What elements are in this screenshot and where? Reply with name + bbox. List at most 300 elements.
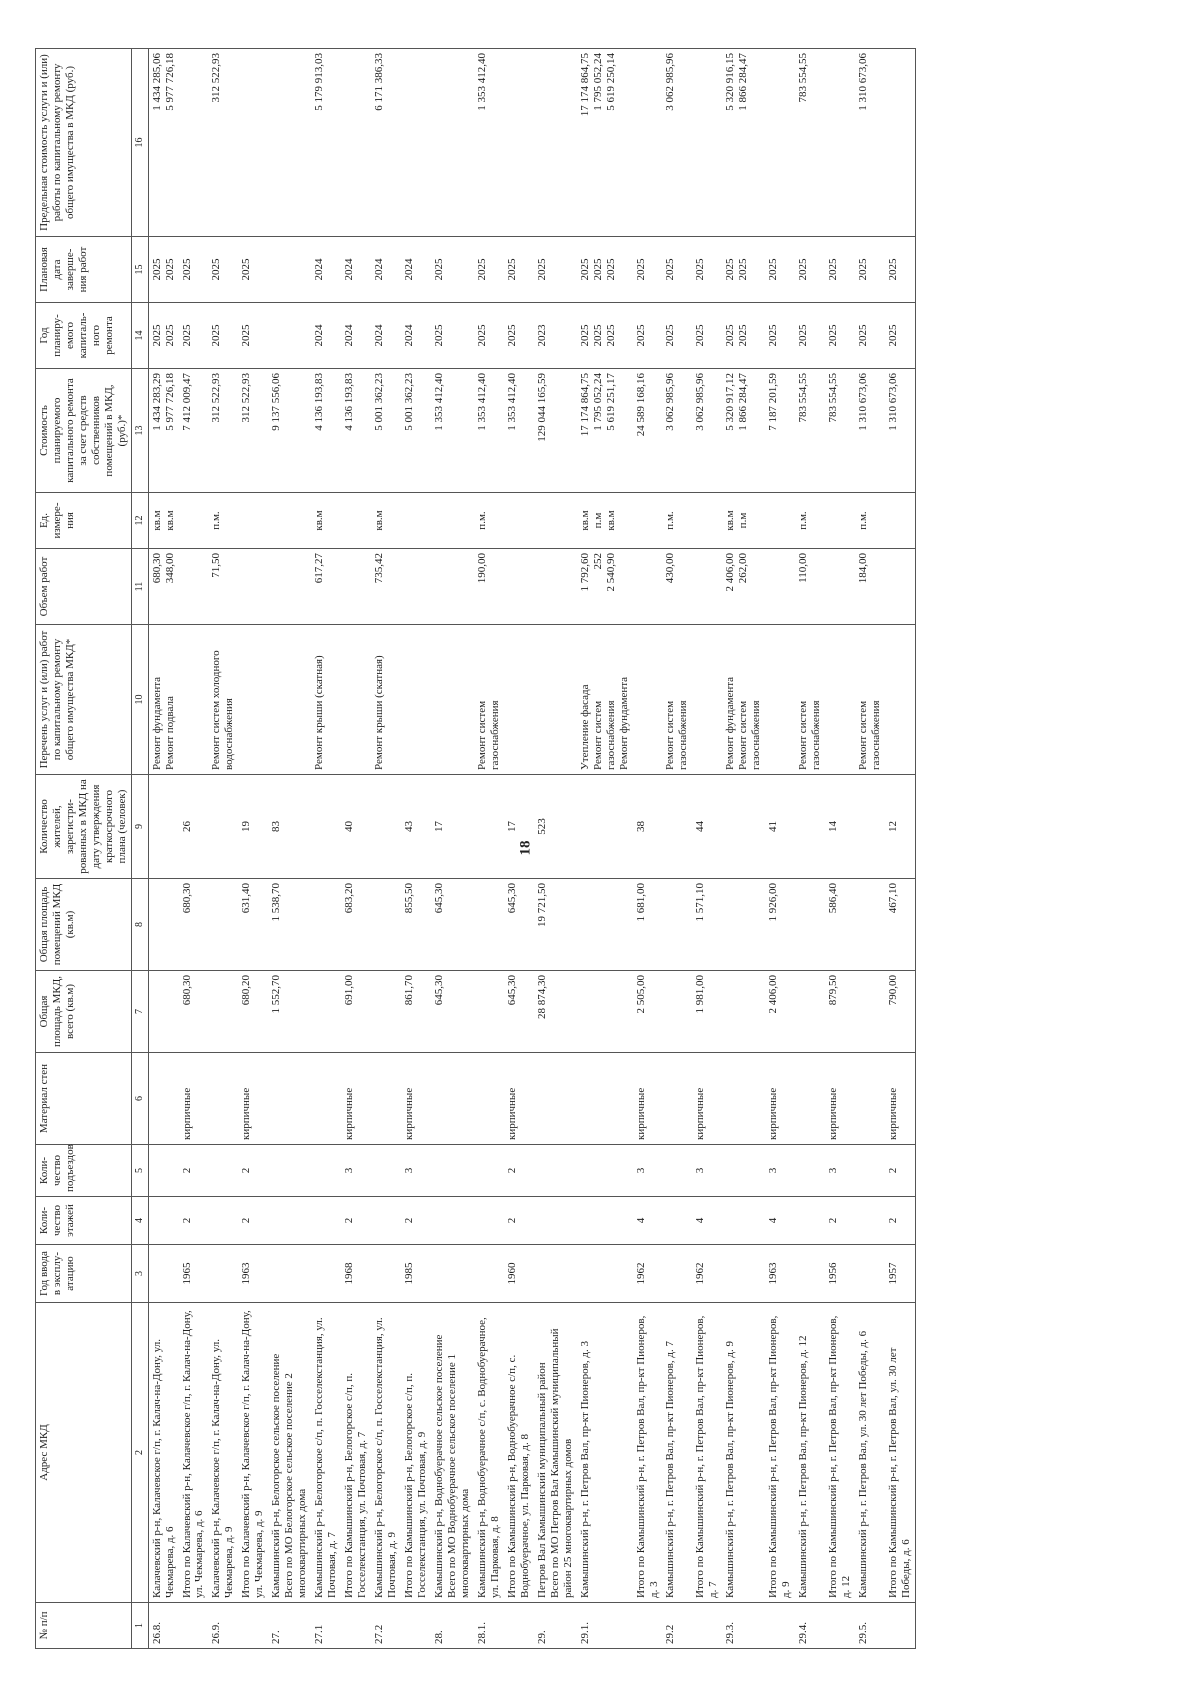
table-cell — [179, 624, 209, 774]
table-cell: п.м. — [855, 492, 885, 548]
table-cell: 2025 — [885, 236, 915, 302]
table-cell: Калачевский р-н, Калачевское г/п, г. Калач-на-Дону, ул. Чекмарева, д. 9 — [208, 1302, 238, 1602]
table-cell: 4 — [633, 1196, 663, 1244]
table-cell: 855,50 — [401, 878, 431, 970]
table-cell: 2024 — [401, 236, 431, 302]
table-cell: 645,30 — [504, 970, 534, 1052]
table-cell — [238, 1602, 268, 1648]
table-cell: 680,30 348,00 — [148, 548, 178, 624]
table-cell: 1 926,00 — [765, 878, 795, 970]
table-cell: п.м. — [208, 492, 238, 548]
table-cell: 2025 — [238, 236, 268, 302]
table-cell — [268, 236, 311, 302]
table-cell: 27.1 — [311, 1602, 341, 1648]
table-cell — [208, 1144, 238, 1196]
table-cell — [825, 624, 855, 774]
column-header: № п/п — [36, 1602, 132, 1648]
table-cell — [311, 1196, 341, 1244]
table-cell: 645,30 — [431, 970, 474, 1052]
table-cell: 1956 — [825, 1244, 855, 1302]
table-cell: 110,00 — [795, 548, 825, 624]
table-cell — [148, 970, 178, 1052]
table-cell: 28.1. — [474, 1602, 504, 1648]
table-cell — [148, 878, 178, 970]
table-row — [341, 48, 371, 1648]
table-cell: Камышинский р-н, г. Петров Вал, пр-кт Пионеров, д. 12 — [795, 1302, 825, 1602]
table-cell: 2025 — [633, 236, 663, 302]
table-cell: Итого по Камышинский р-н, Белогорское с/п, п. Госселекстанция, ул. Почтовая, д. 9 — [401, 1302, 431, 1602]
table-cell: 2025 — [208, 302, 238, 368]
table-cell: 2025 2025 — [722, 236, 765, 302]
column-header: Год ввода в эксплу-атацию — [36, 1244, 132, 1302]
table-cell — [577, 878, 633, 970]
column-number: 5 — [131, 1144, 148, 1196]
table-cell: 38 — [633, 774, 663, 878]
table-cell: Камышинский р-н, г. Петров Вал, пр-кт Пионеров, д. 9 — [722, 1302, 765, 1602]
column-header: Объем работ — [36, 548, 132, 624]
table-cell: 1 310 673,06 — [885, 368, 915, 492]
table-cell: Утепление фасада Ремонт систем газоснабжения Ремонт фундамента — [577, 624, 633, 774]
table-cell: 680,30 — [179, 878, 209, 970]
table-cell: 2024 — [341, 302, 371, 368]
table-cell: 2025 — [431, 302, 474, 368]
table-cell — [765, 492, 795, 548]
table-cell: 691,00 — [341, 970, 371, 1052]
table-cell: Калачевский р-н, Калачевское г/п, г. Калач-на-Дону, ул. Чекмарева, д. 6 — [148, 1302, 178, 1602]
table-cell: 41 — [765, 774, 795, 878]
table-row — [633, 48, 663, 1648]
table-cell — [577, 774, 633, 878]
column-number: 3 — [131, 1244, 148, 1302]
table-cell: Камышинский р-н, Белогорское с/п, п. Госселекстанция, ул. Почтовая, д. 7 — [311, 1302, 341, 1602]
table-cell — [268, 1196, 311, 1244]
table-cell — [633, 48, 663, 236]
table-cell — [311, 1144, 341, 1196]
table-cell — [474, 1144, 504, 1196]
table-cell: 2 505,00 — [633, 970, 663, 1052]
table-cell: 17 174 864,75 1 795 052,24 5 619 251,17 — [577, 368, 633, 492]
table-cell — [268, 302, 311, 368]
table-cell: Петров Вал Камышинский муниципальный район Всего по МО Петров Вал Камышинский муниципальный район 25 многоквартирных домов — [534, 1302, 577, 1602]
table-cell — [662, 970, 692, 1052]
table-cell: 1 353 412,40 — [474, 368, 504, 492]
table-cell — [795, 878, 825, 970]
column-number: 14 — [131, 302, 148, 368]
rotated-document — [35, 49, 1165, 1649]
table-cell: 617,27 — [311, 548, 341, 624]
table-cell: 29. — [534, 1602, 577, 1648]
table-row — [855, 48, 885, 1648]
table-cell: 2024 — [371, 236, 401, 302]
table-cell: кирпичные — [401, 1052, 431, 1144]
column-header: Год планиру-емого капиталь-ного ремонта — [36, 302, 132, 368]
table-row — [238, 48, 268, 1648]
column-number: 1 — [131, 1602, 148, 1648]
table-cell — [371, 1144, 401, 1196]
table-cell: 28. — [431, 1602, 474, 1648]
table-cell: 467,10 — [885, 878, 915, 970]
table-cell — [577, 1144, 633, 1196]
table-cell — [208, 1052, 238, 1144]
table-cell: 29.5. — [855, 1602, 885, 1648]
table-cell — [504, 1602, 534, 1648]
table-cell — [431, 624, 474, 774]
column-number: 11 — [131, 548, 148, 624]
table-cell: 1 353 412,40 — [504, 368, 534, 492]
table-cell: 3 — [633, 1144, 663, 1196]
table-cell: Камышинский р-н, Белогорское с/п, п. Госселекстанция, ул. Почтовая, д. 9 — [371, 1302, 401, 1602]
table-cell: 861,70 — [401, 970, 431, 1052]
table-cell: 2 — [504, 1144, 534, 1196]
table-cell: 27. — [268, 1602, 311, 1648]
capital-repair-table — [35, 48, 916, 1649]
table-cell: 2024 — [371, 302, 401, 368]
table-cell: 2025 — [431, 236, 474, 302]
table-cell — [885, 548, 915, 624]
table-cell — [208, 878, 238, 970]
table-cell: 5 320 917,12 1 866 284,47 — [722, 368, 765, 492]
table-cell: 71,50 — [208, 548, 238, 624]
table-cell: 2 — [825, 1196, 855, 1244]
table-cell: 1963 — [238, 1244, 268, 1302]
table-cell: 3 — [765, 1144, 795, 1196]
table-row — [179, 48, 209, 1648]
table-cell: п.м. — [795, 492, 825, 548]
table-cell — [268, 548, 311, 624]
table-cell — [148, 1196, 178, 1244]
table-cell: Ремонт систем газоснабжения — [474, 624, 504, 774]
table-cell — [268, 492, 311, 548]
column-header: Стоимость планируемого капитального ремонта за счет средств собственников помещений в МКД, (руб.)* — [36, 368, 132, 492]
table-cell: Итого по Калачевский р-н, Калачевское г/п, г. Калач-на-Дону, ул. Чекмарева, д. 9 — [238, 1302, 268, 1602]
table-cell — [692, 492, 722, 548]
table-cell — [855, 1052, 885, 1144]
table-cell — [311, 878, 341, 970]
table-cell — [722, 878, 765, 970]
table-cell: 1963 — [765, 1244, 795, 1302]
table-row — [474, 48, 504, 1648]
table-cell: 645,30 — [431, 878, 474, 970]
table-cell — [855, 774, 885, 878]
table-cell: кв.м кв.м — [148, 492, 178, 548]
table-cell: 29.2 — [662, 1602, 692, 1648]
table-cell — [885, 492, 915, 548]
table-cell — [268, 1144, 311, 1196]
table-cell — [208, 1244, 238, 1302]
table-cell — [371, 1052, 401, 1144]
table-cell — [341, 1602, 371, 1648]
table-cell — [504, 624, 534, 774]
table-cell: 1 434 283,29 5 977 726,18 — [148, 368, 178, 492]
table-cell: 1 538,70 — [268, 878, 311, 970]
table-cell — [474, 970, 504, 1052]
table-cell: 2025 — [825, 236, 855, 302]
table-cell — [825, 1602, 855, 1648]
table-cell: Ремонт систем газоснабжения — [855, 624, 885, 774]
table-cell — [401, 492, 431, 548]
table-cell — [341, 624, 371, 774]
table-cell — [534, 492, 577, 548]
table-cell — [371, 970, 401, 1052]
table-cell — [577, 1244, 633, 1302]
table-cell — [855, 878, 885, 970]
table-cell: 24 589 168,16 — [633, 368, 663, 492]
table-cell: 2025 — [825, 302, 855, 368]
table-cell: 2 — [179, 1144, 209, 1196]
table-cell: 1 310 673,06 — [855, 368, 885, 492]
table-cell: Итого по Калачевский р-н, Калачевское г/п, г. Калач-на-Дону, ул. Чекмарева, д. 6 — [179, 1302, 209, 1602]
table-cell — [795, 774, 825, 878]
table-cell — [401, 48, 431, 236]
table-cell: 2 — [341, 1196, 371, 1244]
table-cell: 4 136 193,83 — [341, 368, 371, 492]
table-cell: 5 179 913,03 — [311, 48, 341, 236]
table-cell: 2025 — [208, 236, 238, 302]
column-number: 9 — [131, 774, 148, 878]
table-cell — [633, 548, 663, 624]
table-cell: 2025 2025 — [722, 302, 765, 368]
table-cell: 783 554,55 — [795, 368, 825, 492]
column-header: Предельная стоимость услуги и (или) работы по капитальному ремонту общего имущества в МКД (руб.) — [36, 48, 132, 236]
table-cell: 2023 — [534, 302, 577, 368]
table-cell: 2 — [885, 1144, 915, 1196]
table-cell: Камышинский р-н, г. Петров Вал, ул. 30 лет Победы, д. 6 — [855, 1302, 885, 1602]
table-cell: 2025 — [795, 236, 825, 302]
table-cell — [148, 1052, 178, 1144]
table-cell: Камышинский р-н, Воднобуерачное сельское поселение Всего по МО Воднобуерачное сельское поселение 1 многоквартирных дома — [431, 1302, 474, 1602]
table-cell: 2025 — [765, 302, 795, 368]
table-cell: 2 — [238, 1196, 268, 1244]
table-cell: 29.4. — [795, 1602, 825, 1648]
table-cell: 1962 — [633, 1244, 663, 1302]
table-cell — [371, 878, 401, 970]
table-cell: 2025 2025 2025 — [577, 302, 633, 368]
table-cell — [722, 1052, 765, 1144]
column-header: Адрес МКД — [36, 1302, 132, 1602]
table-cell: 523 — [534, 774, 577, 878]
table-cell: Итого по Камышинский р-н, Белогорское с/п, п. Госселекстанция, ул. Почтовая, д. 7 — [341, 1302, 371, 1602]
table-cell: 3 — [692, 1144, 722, 1196]
table-cell: 2025 — [179, 236, 209, 302]
table-cell — [179, 492, 209, 548]
table-cell: 40 — [341, 774, 371, 878]
column-header: Перечень услуг и (или) работ по капитальному ремонту общего имущества МКД* — [36, 624, 132, 774]
table-cell: 1 552,70 — [268, 970, 311, 1052]
table-cell — [268, 1244, 311, 1302]
table-cell — [371, 1196, 401, 1244]
column-number: 16 — [131, 48, 148, 236]
table-cell: 1985 — [401, 1244, 431, 1302]
table-cell: 5 001 362,23 — [401, 368, 431, 492]
table-cell: 645,30 — [504, 878, 534, 970]
table-cell — [795, 1196, 825, 1244]
table-cell: кв.м п.м — [722, 492, 765, 548]
table-cell — [431, 1144, 474, 1196]
table-cell: 879,50 — [825, 970, 855, 1052]
table-cell — [795, 1144, 825, 1196]
table-cell: кирпичные — [825, 1052, 855, 1144]
table-cell: 312 522,93 — [208, 368, 238, 492]
column-header: Материал стен — [36, 1052, 132, 1144]
table-cell — [504, 548, 534, 624]
table-cell — [148, 774, 178, 878]
table-cell: 3 062 985,96 — [662, 368, 692, 492]
table-cell: 1960 — [504, 1244, 534, 1302]
table-cell: 1 353 412,40 — [474, 48, 504, 236]
table-cell: п.м. — [662, 492, 692, 548]
table-cell — [633, 492, 663, 548]
table-cell: 2025 — [534, 236, 577, 302]
table-cell: 129 044 165,59 — [534, 368, 577, 492]
table-cell: 7 412 009,47 — [179, 368, 209, 492]
table-cell — [268, 1052, 311, 1144]
column-header: Коли-чество этажей — [36, 1196, 132, 1244]
table-cell — [534, 1144, 577, 1196]
table-cell: 1 681,00 — [633, 878, 663, 970]
table-cell — [311, 1244, 341, 1302]
table-cell: 2 406,00 262,00 — [722, 548, 765, 624]
table-row — [371, 48, 401, 1648]
table-cell — [722, 1244, 765, 1302]
table-cell: 7 187 201,59 — [765, 368, 795, 492]
table-cell: Камышинский р-н, Воднобуерачное с/п, с. Воднобуерачное, ул. Парковая, д. 8 — [474, 1302, 504, 1602]
table-cell — [765, 48, 795, 236]
column-number: 2 — [131, 1302, 148, 1602]
table-row — [885, 48, 915, 1648]
table-cell — [692, 48, 722, 236]
table-cell — [885, 48, 915, 236]
table-cell — [238, 492, 268, 548]
table-cell: Ремонт систем газоснабжения — [795, 624, 825, 774]
table-row — [825, 48, 855, 1648]
table-cell — [855, 1244, 885, 1302]
table-cell: 4 — [765, 1196, 795, 1244]
table-cell: кирпичные — [238, 1052, 268, 1144]
table-cell — [722, 774, 765, 878]
table-cell: 2024 — [311, 302, 341, 368]
table-cell: 790,00 — [885, 970, 915, 1052]
table-row — [722, 48, 765, 1648]
table-cell: 2025 2025 — [148, 302, 178, 368]
table-cell: кв.м п.м кв.м — [577, 492, 633, 548]
table-cell — [885, 624, 915, 774]
table-cell: кирпичные — [504, 1052, 534, 1144]
table-row — [311, 48, 341, 1648]
table-cell — [577, 1052, 633, 1144]
table-body — [148, 48, 915, 1648]
table-cell — [311, 970, 341, 1052]
table-cell — [825, 492, 855, 548]
table-cell — [431, 1052, 474, 1144]
table-cell: кв.м — [311, 492, 341, 548]
table-row — [504, 48, 534, 1648]
table-cell: кирпичные — [179, 1052, 209, 1144]
table-cell: 9 137 556,06 — [268, 368, 311, 492]
table-cell: 2 — [179, 1196, 209, 1244]
table-cell — [238, 548, 268, 624]
table-cell: Ремонт крыши (скатная) — [371, 624, 401, 774]
table-cell: 17 174 864,75 1 795 052,24 5 619 250,14 — [577, 48, 633, 236]
table-cell: 83 — [268, 774, 311, 878]
table-cell — [692, 548, 722, 624]
header-row — [36, 48, 132, 1648]
table-cell — [692, 1602, 722, 1648]
table-cell — [722, 1196, 765, 1244]
table-cell: Ремонт фундамента Ремонт подвала — [148, 624, 178, 774]
table-cell: Итого по Камышинский р-н, г. Петров Вал, ул. 30 лет Победы, д. 6 — [885, 1302, 915, 1602]
table-cell: 2 — [401, 1196, 431, 1244]
table-cell — [474, 1244, 504, 1302]
table-cell — [341, 492, 371, 548]
table-cell: 2024 — [401, 302, 431, 368]
table-cell: 2025 — [504, 302, 534, 368]
table-cell: Ремонт систем газоснабжения — [662, 624, 692, 774]
table-cell: 43 — [401, 774, 431, 878]
table-cell — [238, 48, 268, 236]
table-header — [36, 48, 149, 1648]
table-cell — [795, 970, 825, 1052]
table-cell — [795, 1244, 825, 1302]
table-cell: 2024 — [341, 236, 371, 302]
table-cell: 2 — [238, 1144, 268, 1196]
table-cell: 2025 — [795, 302, 825, 368]
table-cell: 19 721,50 — [534, 878, 577, 970]
table-row — [692, 48, 722, 1648]
table-cell — [504, 48, 534, 236]
table-cell — [662, 1144, 692, 1196]
table-row — [765, 48, 795, 1648]
table-cell — [662, 1196, 692, 1244]
table-cell: 1 353 412,40 — [431, 368, 474, 492]
table-cell — [208, 1196, 238, 1244]
table-row — [431, 48, 474, 1648]
table-cell — [371, 1244, 401, 1302]
table-cell: 5 001 362,23 — [371, 368, 401, 492]
table-cell: 2025 — [692, 236, 722, 302]
table-cell: 2025 — [179, 302, 209, 368]
table-cell: 430,00 — [662, 548, 692, 624]
table-cell: 3 062 985,96 — [662, 48, 692, 236]
table-cell — [662, 878, 692, 970]
table-cell: Камышинский р-н, г. Петров Вал, пр-кт Пионеров, д. 7 — [662, 1302, 692, 1602]
table-cell — [765, 548, 795, 624]
table-cell: 6 171 386,33 — [371, 48, 401, 236]
table-cell: 2 406,00 — [765, 970, 795, 1052]
table-cell — [765, 624, 795, 774]
table-row — [577, 48, 633, 1648]
table-cell: 12 — [885, 774, 915, 878]
table-cell — [431, 1196, 474, 1244]
table-cell: 184,00 — [855, 548, 885, 624]
table-cell — [401, 548, 431, 624]
table-cell: 631,40 — [238, 878, 268, 970]
table-cell — [534, 48, 577, 236]
table-cell: кирпичные — [765, 1052, 795, 1144]
table-cell: 28 874,30 — [534, 970, 577, 1052]
column-number: 8 — [131, 878, 148, 970]
table-cell: Итого по Камышинский р-н, Воднобуерачное с/п, с. Воднобуерачное, ул. Парковая, д. 8 — [504, 1302, 534, 1602]
table-cell: 783 554,55 — [795, 48, 825, 236]
table-cell — [885, 1602, 915, 1648]
table-row — [148, 48, 178, 1648]
table-cell — [148, 1244, 178, 1302]
table-cell — [825, 48, 855, 236]
table-cell: 2025 — [504, 236, 534, 302]
table-cell — [534, 1052, 577, 1144]
table-cell — [208, 774, 238, 878]
table-cell: 586,40 — [825, 878, 855, 970]
table-cell: 2025 — [662, 236, 692, 302]
